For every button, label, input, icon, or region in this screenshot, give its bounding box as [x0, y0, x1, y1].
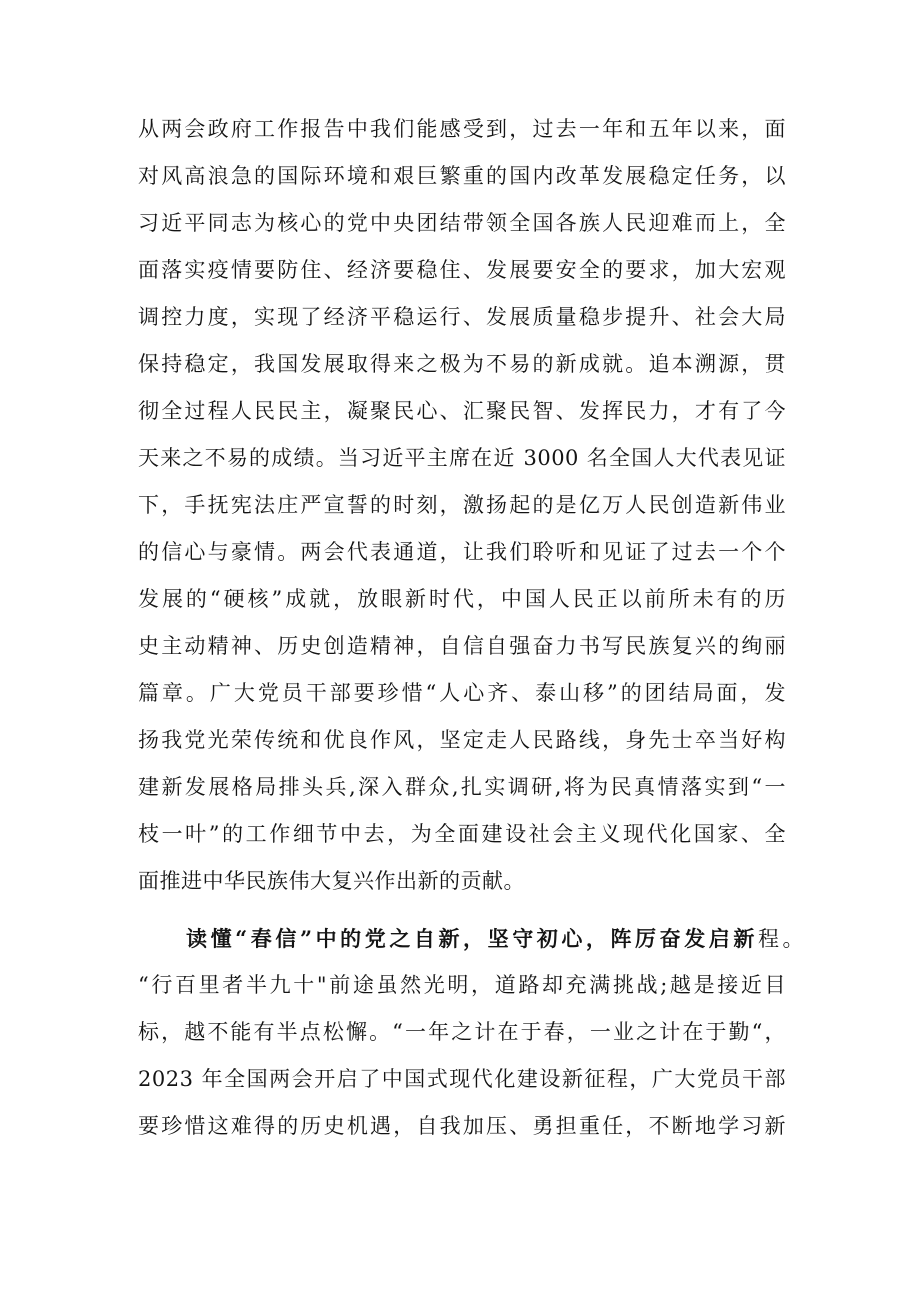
- paragraph1-line: 下，手抚宪法庄严宣誓的时刻，激扬起的是亿万人民创造新伟业: [138, 493, 786, 517]
- paragraph1-line: 对风高浪急的国际环境和艰巨繁重的国内改革发展稳定任务，以: [138, 164, 786, 188]
- paragraph2-line: 标，越不能有半点松懈。“一年之计在于春，一业之计在于勤“，: [138, 1020, 786, 1044]
- paragraph1-line: 调控力度，实现了经济平稳运行、发展质量稳步提升、社会大局: [138, 305, 786, 329]
- paragraph1-line: 史主动精神、历史创造精神，自信自强奋力书写民族复兴的绚丽: [138, 634, 786, 658]
- paragraph1-line: 篇章。广大党员干部要珍惜“人心齐、泰山移”的团结局面，发: [138, 681, 786, 705]
- paragraph1-line: 保持稳定，我国发展取得来之极为不易的新成就。追本溯源，贯: [138, 352, 786, 376]
- paragraph1-line: 天来之不易的成绩。当习近平主席在近 3000 名全国人大代表见证: [138, 446, 786, 470]
- heading-tail-text: 程。: [757, 927, 805, 951]
- paragraph1-line: 习近平同志为核心的党中央团结带领全国各族人民迎难而上，全: [138, 211, 786, 235]
- paragraph1-line: 彻全过程人民民主，凝聚民心、汇聚民智、发挥民力，才有了今: [138, 399, 786, 423]
- paragraph1-line: 的信心与豪情。两会代表通道，让我们聆听和见证了过去一个个: [138, 540, 786, 564]
- paragraph1-line: 枝一叶”的工作细节中去，为全面建设社会主义现代化国家、全: [138, 822, 786, 846]
- section-heading: [186, 915, 804, 962]
- paragraph1-line: 建新发展格局排头兵,深入群众,扎实调研,将为民真情落实到“一: [138, 775, 786, 799]
- paragraph1-line: 面推进中华民族伟大复兴作出新的贡献。: [138, 869, 525, 893]
- paragraph2-line: “行百里者半九十"前途虽然光明，道路却充满挑战;越是接近目: [138, 973, 786, 997]
- paragraph1-line: 发展的“硬核”成就，放眼新时代，中国人民正以前所未有的历: [138, 587, 786, 611]
- paragraph1-line: 面落实疫情要防住、经济要稳住、发展要安全的要求，加大宏观: [138, 258, 786, 282]
- heading-bold-text: 读懂“春信”中的党之自新，坚守初心，阵厉奋发启新: [186, 926, 758, 951]
- paragraph1-line: 从两会政府工作报告中我们能感受到，过去一年和五年以来，面: [138, 117, 786, 141]
- paragraph2-line: 2023 年全国两会开启了中国式现代化建设新征程，广大党员干部: [138, 1067, 786, 1091]
- paragraph1-line: 扬我党光荣传统和优良作风，坚定走人民路线，身先士卒当好构: [138, 728, 786, 752]
- paragraph2-line: 要珍惜这难得的历史机遇，自我加压、勇担重任，不断地学习新: [138, 1114, 786, 1138]
